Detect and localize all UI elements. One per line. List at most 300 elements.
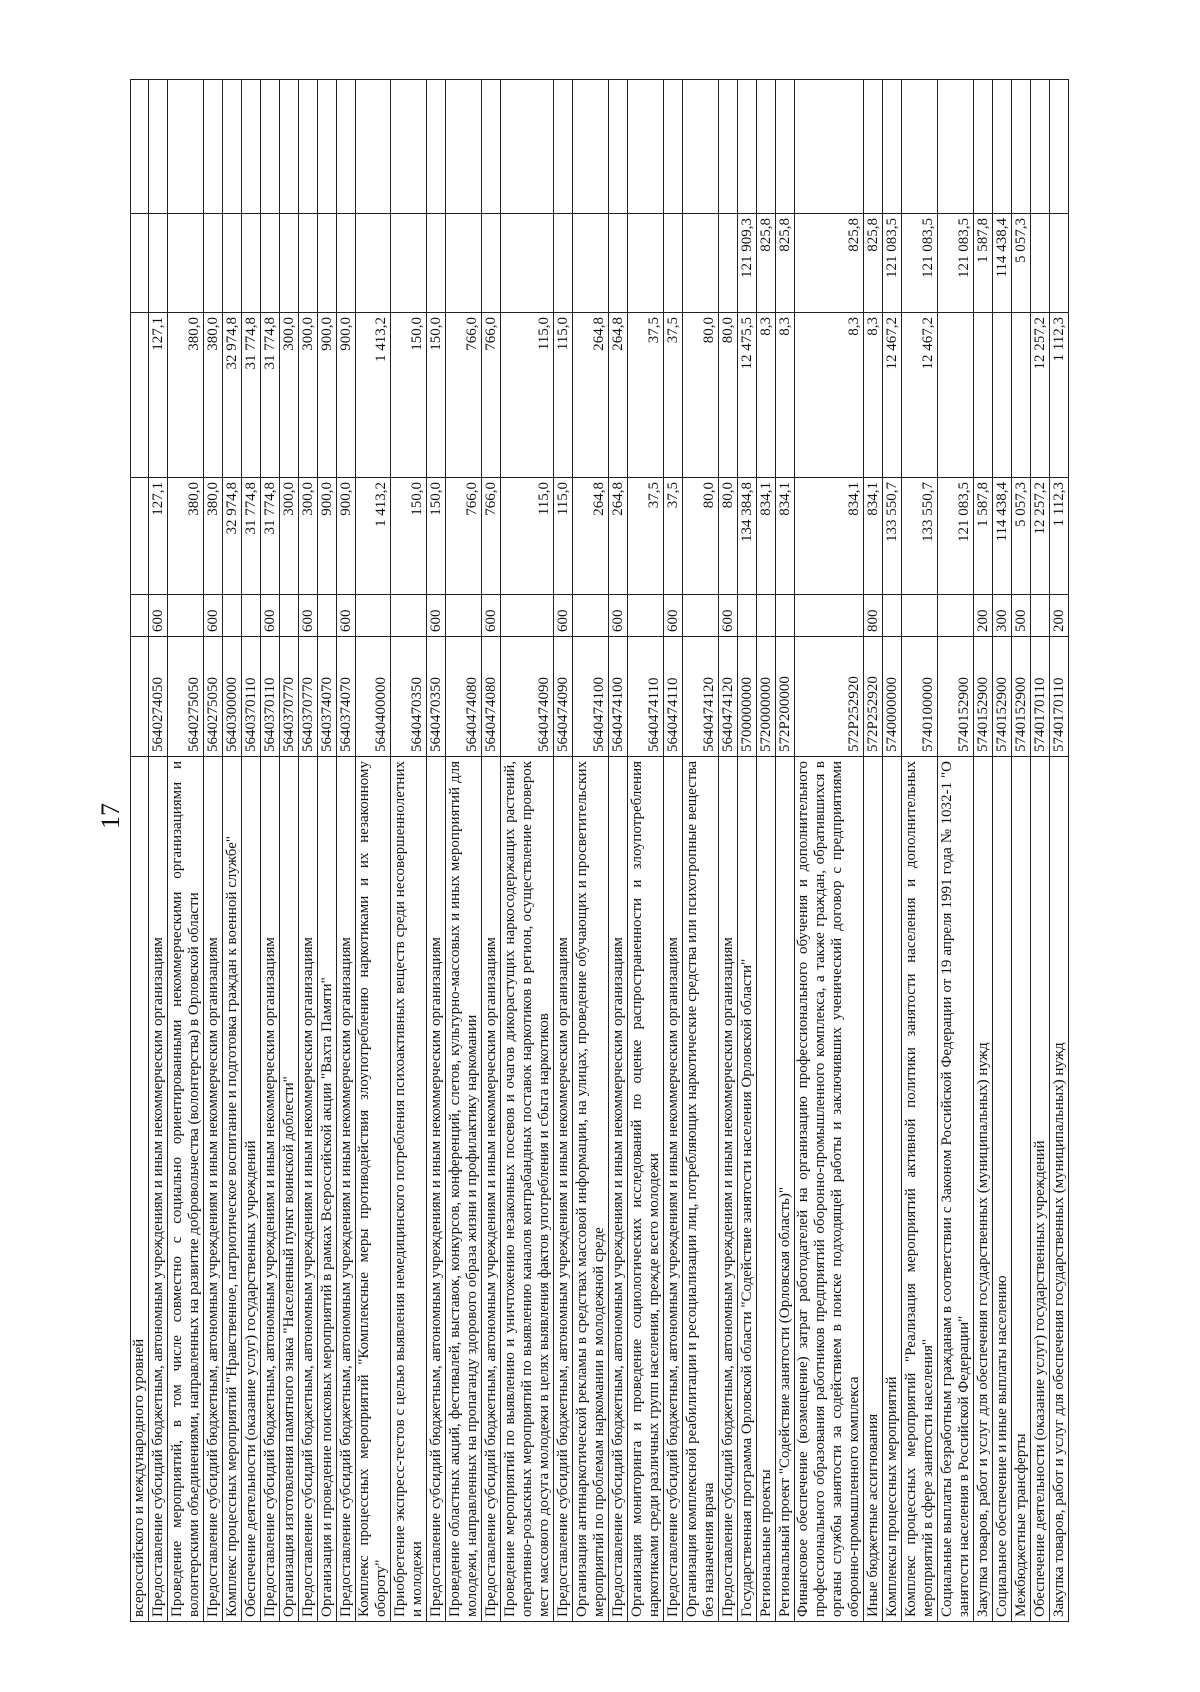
row-empty-cell: [223, 80, 242, 214]
row-empty-cell: [318, 80, 337, 214]
row-expense-type: 600: [299, 595, 318, 637]
row-amount-total: 1 413,2: [356, 478, 391, 595]
row-amount-total: 766,0: [446, 478, 482, 595]
table-row: [609, 80, 628, 1622]
row-amount-regional: 37,5: [628, 313, 664, 478]
row-empty-cell: [902, 80, 938, 214]
row-name: Предоставление субсидий бюджетным, автономным учреждениям и иным некоммерческим организациям: [554, 757, 573, 1622]
table-row: [242, 80, 261, 1622]
row-amount-federal: [299, 214, 318, 313]
table-row: [902, 80, 938, 1622]
row-expense-type: [501, 595, 554, 637]
row-amount-federal: [242, 214, 261, 313]
table-row: [757, 80, 776, 1622]
row-amount-federal: 121 909,3: [738, 214, 757, 313]
table-row: [664, 80, 683, 1622]
row-empty-cell: [609, 80, 628, 214]
row-name: Закупка товаров, работ и услуг для обеспечения государственных (муниципальных) нужд: [974, 757, 993, 1622]
row-code: 5640370110: [261, 637, 280, 757]
row-amount-regional: 1 112,3: [1050, 313, 1069, 478]
row-empty-cell: [683, 80, 719, 214]
row-name: Предоставление субсидий бюджетным, автономным учреждениям и иным некоммерческим организациям: [482, 757, 501, 1622]
row-amount-total: 37,5: [628, 478, 664, 595]
row-empty-cell: [738, 80, 757, 214]
row-name: Предоставление субсидий бюджетным, автономным учреждениям и иным некоммерческим организациям: [299, 757, 318, 1622]
table-row: [719, 80, 738, 1622]
row-amount-federal: [356, 214, 391, 313]
row-amount-regional: 31 774,8: [242, 313, 261, 478]
row-amount-federal: [261, 214, 280, 313]
row-code: 5740152900: [938, 637, 974, 757]
row-amount-federal: 121 083,5: [883, 214, 902, 313]
row-expense-type: [795, 595, 864, 637]
row-empty-cell: [501, 80, 554, 214]
row-amount-regional: 900,0: [318, 313, 337, 478]
row-code: 572P252920: [795, 637, 864, 757]
row-name: всероссийского и международного уровней: [131, 757, 149, 1622]
row-amount-total: 300,0: [299, 478, 318, 595]
row-code: 5640470350: [427, 637, 446, 757]
table-row: [280, 80, 299, 1622]
row-amount-total: 114 438,4: [993, 478, 1012, 595]
table-row: [1050, 80, 1069, 1622]
row-code: 5640474110: [664, 637, 683, 757]
row-empty-cell: [168, 80, 204, 214]
row-empty-cell: [554, 80, 573, 214]
row-expense-type: [391, 595, 427, 637]
row-amount-federal: [628, 214, 664, 313]
table-row: [938, 80, 974, 1622]
row-name: Комплекс процессных мероприятий "Нравственное, патриотическое воспитание и подготовка граждан к военной службе": [223, 757, 242, 1622]
row-amount-total: 80,0: [719, 478, 738, 595]
row-code: 5640300000: [223, 637, 242, 757]
row-amount-federal: [1031, 214, 1050, 313]
row-amount-federal: [501, 214, 554, 313]
table-row: [318, 80, 337, 1622]
row-amount-federal: [683, 214, 719, 313]
row-empty-cell: [356, 80, 391, 214]
row-empty-cell: [938, 80, 974, 214]
row-amount-total: 150,0: [427, 478, 446, 595]
row-name: Организация мониторинга и проведение социологических исследований по оценке распространенности и злоупотребления наркотиками среди различных групп населения, прежде всего молодежи: [628, 757, 664, 1622]
row-code: 5640474120: [719, 637, 738, 757]
row-name: Организация и проведение поисковых мероприятий в рамках Всероссийской акции "Вахта Памяти": [318, 757, 337, 1622]
row-amount-regional: 12 467,2: [902, 313, 938, 478]
row-expense-type: [683, 595, 719, 637]
row-amount-federal: [204, 214, 223, 313]
row-empty-cell: [1031, 80, 1050, 214]
row-name: Обеспечение деятельности (оказание услуг) государственных учреждений: [1031, 757, 1050, 1622]
row-expense-type: [628, 595, 664, 637]
row-empty-cell: [391, 80, 427, 214]
row-amount-federal: 825,8: [795, 214, 864, 313]
row-amount-federal: 114 438,4: [993, 214, 1012, 313]
row-amount-federal: [482, 214, 501, 313]
row-amount-federal: [280, 214, 299, 313]
row-name: Региональный проект "Содействие занятости (Орловская область)": [776, 757, 795, 1622]
row-code: [131, 637, 149, 757]
row-amount-regional: 32 974,8: [223, 313, 242, 478]
table-row: [204, 80, 223, 1622]
row-empty-cell: [974, 80, 993, 214]
row-amount-total: [131, 478, 149, 595]
row-name: Финансовое обеспечение (возмещение) затрат работодателей на организацию профессионального обучения и дополнительного профессионального образования работников предприятий оборонно-промышленного комплекса, а также граждан, обратившихся в органы службы занятости за содействием в поиске подходящей работы и заключивших ученический договор с предприятиями оборонно-промышленного комплекса: [795, 757, 864, 1622]
budget-table-body: [131, 80, 1069, 1622]
row-amount-regional: 300,0: [280, 313, 299, 478]
table-row: [628, 80, 664, 1622]
row-amount-total: 766,0: [482, 478, 501, 595]
row-amount-regional: 8,3: [757, 313, 776, 478]
row-amount-regional: 264,8: [573, 313, 609, 478]
table-row: [391, 80, 427, 1622]
table-row: [864, 80, 883, 1622]
row-amount-federal: [337, 214, 356, 313]
row-amount-regional: [1012, 313, 1031, 478]
rotated-table-wrapper: [130, 80, 1067, 1622]
row-name: Приобретение экспресс-тестов с целью выявления немедицинского потребления психоактивных веществ среди несовершеннолетних и молодежи: [391, 757, 427, 1622]
row-expense-type: [131, 595, 149, 637]
row-amount-total: 32 974,8: [223, 478, 242, 595]
row-amount-regional: 12 257,2: [1031, 313, 1050, 478]
row-amount-total: 80,0: [683, 478, 719, 595]
table-row: [795, 80, 864, 1622]
row-expense-type: [242, 595, 261, 637]
row-name: Проведение областных акций, фестивалей, выставок, конкурсов, конференций, слетов, культурно-массовых и иных мероприятий для молодежи, направленных на пропаганду здорового образа жизни и профилактику наркомании: [446, 757, 482, 1622]
row-expense-type: [223, 595, 242, 637]
row-expense-type: 600: [261, 595, 280, 637]
row-code: 5740152900: [993, 637, 1012, 757]
row-amount-total: 31 774,8: [242, 478, 261, 595]
row-code: 5640474110: [628, 637, 664, 757]
row-amount-federal: [149, 214, 168, 313]
row-empty-cell: [776, 80, 795, 214]
table-row: [738, 80, 757, 1622]
row-name: Региональные проекты: [757, 757, 776, 1622]
row-name: Государственная программа Орловской области "Содействие занятости населения Орловской области": [738, 757, 757, 1622]
row-expense-type: [757, 595, 776, 637]
row-name: Закупка товаров, работ и услуг для обеспечения государственных (муниципальных) нужд: [1050, 757, 1069, 1622]
row-amount-federal: [719, 214, 738, 313]
row-code: 5640275050: [168, 637, 204, 757]
table-row: [299, 80, 318, 1622]
budget-table: [130, 79, 1069, 1622]
row-code: 5640474100: [573, 637, 609, 757]
row-amount-regional: 380,0: [168, 313, 204, 478]
row-amount-regional: 1 413,2: [356, 313, 391, 478]
row-amount-regional: 37,5: [664, 313, 683, 478]
row-amount-total: 115,0: [554, 478, 573, 595]
row-name: Предоставление субсидий бюджетным, автономным учреждениям и иным некоммерческим организациям: [719, 757, 738, 1622]
row-code: 5640474120: [683, 637, 719, 757]
row-empty-cell: [664, 80, 683, 214]
row-amount-federal: [446, 214, 482, 313]
row-amount-federal: [223, 214, 242, 313]
row-code: 572P200000: [776, 637, 795, 757]
table-row: [501, 80, 554, 1622]
row-name: Социальные выплаты безработным гражданам в соответствии с Законом Российской Федерации от 19 апреля 1991 года № 1032-1 "О занятости населения в Российской Федерации": [938, 757, 974, 1622]
row-code: 5640370110: [242, 637, 261, 757]
row-code: 5740170110: [1031, 637, 1050, 757]
row-amount-federal: 825,8: [757, 214, 776, 313]
row-name: Организация комплексной реабилитации и ресоциализации лиц, потребляющих наркотические средства или психотропные вещества без назначения врача: [683, 757, 719, 1622]
row-amount-federal: 121 083,5: [902, 214, 938, 313]
row-amount-total: 1 587,8: [974, 478, 993, 595]
row-name: Организация антинаркотической рекламы в средствах массовой информации, на улицах, проведение обучающих и просветительских мероприятий по проблемам наркомании в молодежной среде: [573, 757, 609, 1622]
row-amount-federal: [664, 214, 683, 313]
row-amount-federal: [609, 214, 628, 313]
row-empty-cell: [864, 80, 883, 214]
row-amount-federal: [554, 214, 573, 313]
row-amount-total: 834,1: [776, 478, 795, 595]
row-expense-type: 200: [974, 595, 993, 637]
row-amount-regional: 8,3: [776, 313, 795, 478]
row-expense-type: [1031, 595, 1050, 637]
table-row: [554, 80, 573, 1622]
row-amount-regional: 8,3: [795, 313, 864, 478]
row-code: 5740152900: [974, 637, 993, 757]
row-amount-total: 37,5: [664, 478, 683, 595]
row-name: Предоставление субсидий бюджетным, автономным учреждениям и иным некоммерческим организациям: [664, 757, 683, 1622]
row-amount-total: 834,1: [795, 478, 864, 595]
row-amount-regional: 12 475,5: [738, 313, 757, 478]
row-expense-type: [738, 595, 757, 637]
row-expense-type: [883, 595, 902, 637]
table-row: [573, 80, 609, 1622]
row-amount-regional: 80,0: [683, 313, 719, 478]
row-expense-type: 600: [149, 595, 168, 637]
row-expense-type: [573, 595, 609, 637]
table-row: [337, 80, 356, 1622]
row-code: 5640374070: [337, 637, 356, 757]
row-code: 5640474100: [609, 637, 628, 757]
row-amount-total: 900,0: [318, 478, 337, 595]
row-code: 5740152900: [1012, 637, 1031, 757]
row-empty-cell: [1050, 80, 1069, 214]
row-code: 5640370770: [280, 637, 299, 757]
row-code: 5640400000: [356, 637, 391, 757]
row-amount-federal: 825,8: [864, 214, 883, 313]
row-amount-regional: [993, 313, 1012, 478]
row-expense-type: [356, 595, 391, 637]
row-expense-type: [280, 595, 299, 637]
row-empty-cell: [427, 80, 446, 214]
row-amount-total: 12 257,2: [1031, 478, 1050, 595]
row-amount-regional: 900,0: [337, 313, 356, 478]
table-row: [482, 80, 501, 1622]
budget-table-frame: [130, 80, 1067, 1622]
row-expense-type: 600: [719, 595, 738, 637]
row-empty-cell: [261, 80, 280, 214]
row-empty-cell: [204, 80, 223, 214]
row-name: Обеспечение деятельности (оказание услуг) государственных учреждений: [242, 757, 261, 1622]
row-expense-type: 600: [204, 595, 223, 637]
row-expense-type: 600: [337, 595, 356, 637]
row-amount-federal: [573, 214, 609, 313]
row-empty-cell: [149, 80, 168, 214]
row-code: 5640274050: [149, 637, 168, 757]
row-expense-type: 600: [482, 595, 501, 637]
row-code: 5640474080: [482, 637, 501, 757]
row-empty-cell: [573, 80, 609, 214]
row-name: Проведение мероприятий, в том числе совместно с социально ориентированными некоммерческими организациями и волонтерскими объединениями, направленных на развитие добровольчества (волонтерства) в Орловской области: [168, 757, 204, 1622]
row-name: Комплекс процессных мероприятий "Комплексные меры противодействия злоупотреблению наркотиками и их незаконному обороту": [356, 757, 391, 1622]
row-amount-total: 133 550,7: [902, 478, 938, 595]
row-amount-regional: 300,0: [299, 313, 318, 478]
row-amount-total: 1 112,3: [1050, 478, 1069, 595]
row-amount-total: 264,8: [573, 478, 609, 595]
row-amount-federal: 5 057,3: [1012, 214, 1031, 313]
row-empty-cell: [719, 80, 738, 214]
row-amount-regional: 127,1: [149, 313, 168, 478]
table-row: [223, 80, 242, 1622]
row-amount-regional: 150,0: [427, 313, 446, 478]
row-code: 5740000000: [883, 637, 902, 757]
row-code: 5640275050: [204, 637, 223, 757]
table-row: [776, 80, 795, 1622]
row-name: Организация изготовления памятного знака "Населенный пункт воинской доблести": [280, 757, 299, 1622]
table-row: [974, 80, 993, 1622]
row-amount-regional: 115,0: [554, 313, 573, 478]
row-amount-regional: 150,0: [391, 313, 427, 478]
row-amount-regional: 80,0: [719, 313, 738, 478]
row-amount-regional: 766,0: [482, 313, 501, 478]
row-expense-type: 600: [427, 595, 446, 637]
row-amount-federal: [427, 214, 446, 313]
row-amount-total: 150,0: [391, 478, 427, 595]
row-code: 5640370770: [299, 637, 318, 757]
row-code: 5700000000: [738, 637, 757, 757]
row-amount-total: 134 384,8: [738, 478, 757, 595]
table-row: [883, 80, 902, 1622]
row-expense-type: [168, 595, 204, 637]
row-code: 5640474080: [446, 637, 482, 757]
row-amount-federal: 825,8: [776, 214, 795, 313]
row-expense-type: 500: [1012, 595, 1031, 637]
row-amount-federal: [391, 214, 427, 313]
row-name: Проведение мероприятий по выявлению и уничтожению незаконных посевов и очагов дикорастущих наркосодержащих растений, оперативно-розыскных мероприятий по выявлению каналов контрабандных поставок наркотиков в регион, осуществление проверок мест массового досуга молодежи в целях выявления фактов употребления и сбыта наркотиков: [501, 757, 554, 1622]
row-expense-type: 600: [664, 595, 683, 637]
table-row: [1012, 80, 1031, 1622]
row-name: Социальное обеспечение и иные выплаты населению: [993, 757, 1012, 1622]
row-amount-total: 31 774,8: [261, 478, 280, 595]
row-expense-type: 600: [609, 595, 628, 637]
row-amount-total: 264,8: [609, 478, 628, 595]
row-code: 5720000000: [757, 637, 776, 757]
row-expense-type: [776, 595, 795, 637]
row-amount-total: 834,1: [864, 478, 883, 595]
row-expense-type: [318, 595, 337, 637]
row-expense-type: [446, 595, 482, 637]
row-amount-regional: 115,0: [501, 313, 554, 478]
row-name: Комплексы процессных мероприятий: [883, 757, 902, 1622]
row-amount-total: 900,0: [337, 478, 356, 595]
row-code: 5740100000: [902, 637, 938, 757]
row-name: Межбюджетные трансферты: [1012, 757, 1031, 1622]
row-amount-total: 380,0: [168, 478, 204, 595]
row-code: 5640374070: [318, 637, 337, 757]
row-amount-regional: 766,0: [446, 313, 482, 478]
row-code: 5640474090: [501, 637, 554, 757]
row-empty-cell: [446, 80, 482, 214]
table-row: [168, 80, 204, 1622]
table-row: [149, 80, 168, 1622]
table-row: [1031, 80, 1050, 1622]
row-amount-regional: [974, 313, 993, 478]
row-name: Предоставление субсидий бюджетным, автономным учреждениям и иным некоммерческим организациям: [261, 757, 280, 1622]
row-empty-cell: [883, 80, 902, 214]
row-empty-cell: [1012, 80, 1031, 214]
row-amount-regional: 12 467,2: [883, 313, 902, 478]
row-amount-regional: 31 774,8: [261, 313, 280, 478]
table-row: [683, 80, 719, 1622]
row-empty-cell: [242, 80, 261, 214]
row-expense-type: 300: [993, 595, 1012, 637]
table-row: [261, 80, 280, 1622]
row-empty-cell: [993, 80, 1012, 214]
row-expense-type: [938, 595, 974, 637]
row-empty-cell: [299, 80, 318, 214]
row-code: 572P252920: [864, 637, 883, 757]
row-empty-cell: [280, 80, 299, 214]
table-row: [131, 80, 149, 1622]
row-empty-cell: [337, 80, 356, 214]
row-name: Предоставление субсидий бюджетным, автономным учреждениям и иным некоммерческим организациям: [337, 757, 356, 1622]
row-name: Предоставление субсидий бюджетным, автономным учреждениям и иным некоммерческим организациям: [149, 757, 168, 1622]
row-amount-federal: [318, 214, 337, 313]
row-expense-type: 800: [864, 595, 883, 637]
row-amount-federal: [1050, 214, 1069, 313]
row-empty-cell: [795, 80, 864, 214]
row-expense-type: [902, 595, 938, 637]
row-name: Иные бюджетные ассигнования: [864, 757, 883, 1622]
row-amount-regional: 380,0: [204, 313, 223, 478]
row-empty-cell: [757, 80, 776, 214]
row-amount-total: 121 083,5: [938, 478, 974, 595]
row-name: Предоставление субсидий бюджетным, автономным учреждениям и иным некоммерческим организациям: [427, 757, 446, 1622]
row-amount-total: 115,0: [501, 478, 554, 595]
row-amount-total: 133 550,7: [883, 478, 902, 595]
row-amount-federal: [131, 214, 149, 313]
row-empty-cell: [628, 80, 664, 214]
row-name: Предоставление субсидий бюджетным, автономным учреждениям и иным некоммерческим организациям: [609, 757, 628, 1622]
row-empty-cell: [131, 80, 149, 214]
row-amount-federal: 121 083,5: [938, 214, 974, 313]
row-code: 5640474090: [554, 637, 573, 757]
row-amount-total: 380,0: [204, 478, 223, 595]
row-amount-total: 834,1: [757, 478, 776, 595]
page-number: 17: [96, 803, 125, 829]
row-expense-type: 200: [1050, 595, 1069, 637]
row-amount-regional: [938, 313, 974, 478]
row-amount-total: 127,1: [149, 478, 168, 595]
row-amount-regional: 8,3: [864, 313, 883, 478]
row-empty-cell: [482, 80, 501, 214]
row-code: 5740170110: [1050, 637, 1069, 757]
row-amount-regional: 264,8: [609, 313, 628, 478]
table-row: [446, 80, 482, 1622]
table-row: [993, 80, 1012, 1622]
row-name: Комплекс процессных мероприятий "Реализация мероприятий активной политики занятости населения и дополнительных мероприятий в сфере занятости населения": [902, 757, 938, 1622]
row-name: Предоставление субсидий бюджетным, автономным учреждениям и иным некоммерческим организациям: [204, 757, 223, 1622]
row-amount-federal: 1 587,8: [974, 214, 993, 313]
row-amount-federal: [168, 214, 204, 313]
row-amount-total: 300,0: [280, 478, 299, 595]
table-row: [427, 80, 446, 1622]
row-amount-regional: [131, 313, 149, 478]
row-code: 5640470350: [391, 637, 427, 757]
table-row: [356, 80, 391, 1622]
row-expense-type: 600: [554, 595, 573, 637]
